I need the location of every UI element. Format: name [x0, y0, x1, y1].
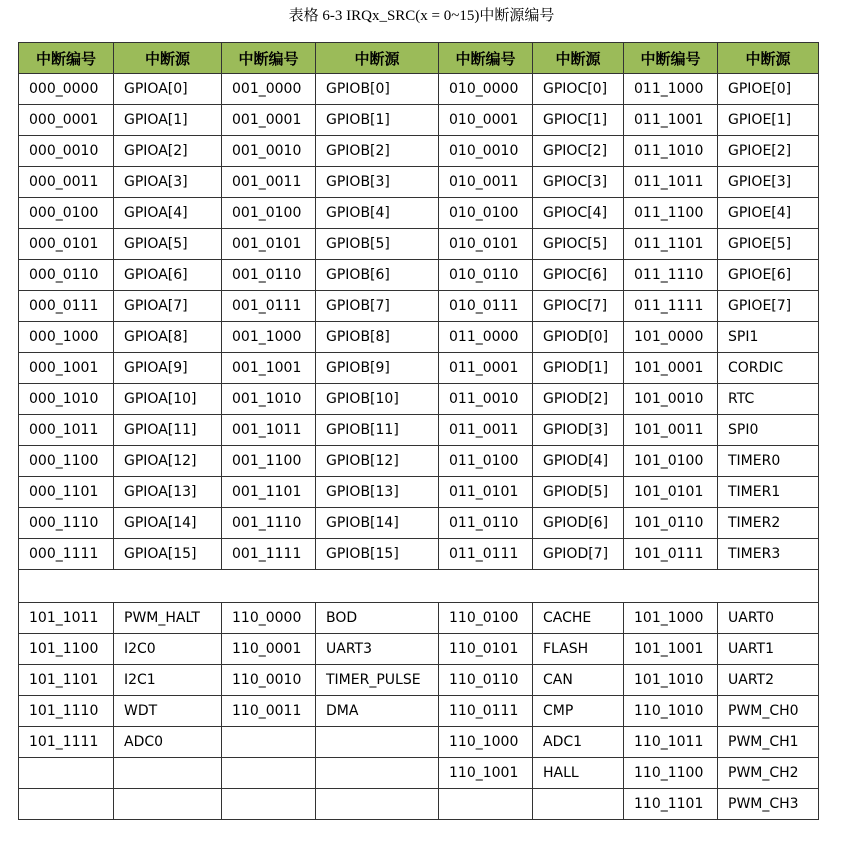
- irq-source-cell: UART3: [316, 634, 439, 665]
- irq-number-cell: 001_1000: [222, 322, 316, 353]
- irq-number-cell: 000_1011: [19, 415, 114, 446]
- irq-number-cell: 101_1001: [624, 634, 718, 665]
- irq-number-cell: 000_1111: [19, 539, 114, 570]
- irq-number-cell: 001_0111: [222, 291, 316, 322]
- irq-source-cell: PWM_CH0: [718, 696, 819, 727]
- irq-source-cell: GPIOB[12]: [316, 446, 439, 477]
- irq-source-cell: GPIOE[2]: [718, 136, 819, 167]
- irq-source-cell: [114, 789, 222, 820]
- irq-source-cell: GPIOB[2]: [316, 136, 439, 167]
- irq-source-cell: [316, 789, 439, 820]
- irq-number-cell: 110_1101: [624, 789, 718, 820]
- irq-source-cell: GPIOE[1]: [718, 105, 819, 136]
- irq-number-cell: 000_0110: [19, 260, 114, 291]
- irq-source-cell: GPIOC[2]: [533, 136, 624, 167]
- irq-number-cell: 010_0100: [439, 198, 533, 229]
- irq-number-cell: 001_1010: [222, 384, 316, 415]
- irq-source-cell: ADC1: [533, 727, 624, 758]
- irq-source-cell: GPIOE[6]: [718, 260, 819, 291]
- irq-number-cell: 011_0111: [439, 539, 533, 570]
- irq-source-cell: GPIOE[0]: [718, 74, 819, 105]
- irq-number-cell: 010_0111: [439, 291, 533, 322]
- table-row: [19, 167, 819, 198]
- irq-number-cell: 000_0011: [19, 167, 114, 198]
- table-body-bottom: [19, 603, 819, 820]
- irq-source-cell: GPIOA[0]: [114, 74, 222, 105]
- irq-number-cell: 101_0001: [624, 353, 718, 384]
- irq-source-cell: [316, 758, 439, 789]
- irq-source-cell: GPIOA[7]: [114, 291, 222, 322]
- header-irq-source: 中断源: [114, 43, 222, 74]
- table-row: [19, 634, 819, 665]
- table-row: [19, 260, 819, 291]
- irq-number-cell: 000_0010: [19, 136, 114, 167]
- irq-source-cell: GPIOA[4]: [114, 198, 222, 229]
- table-row: [19, 136, 819, 167]
- table-separator: [19, 570, 819, 603]
- irq-source-cell: GPIOD[2]: [533, 384, 624, 415]
- irq-source-cell: GPIOB[9]: [316, 353, 439, 384]
- irq-source-cell: GPIOB[10]: [316, 384, 439, 415]
- table-body-top: [19, 74, 819, 570]
- irq-source-cell: GPIOB[14]: [316, 508, 439, 539]
- irq-number-cell: 001_1110: [222, 508, 316, 539]
- irq-number-cell: 011_0101: [439, 477, 533, 508]
- blank-separator-row: [19, 570, 819, 603]
- irq-source-cell: GPIOA[10]: [114, 384, 222, 415]
- irq-number-cell: 110_0101: [439, 634, 533, 665]
- irq-number-cell: 000_0001: [19, 105, 114, 136]
- irq-source-cell: GPIOA[5]: [114, 229, 222, 260]
- irq-number-cell: 011_1011: [624, 167, 718, 198]
- irq-number-cell: 011_0001: [439, 353, 533, 384]
- table-row: [19, 477, 819, 508]
- irq-number-cell: 110_1011: [624, 727, 718, 758]
- header-row: [19, 43, 819, 74]
- irq-source-cell: SPI0: [718, 415, 819, 446]
- table-row: [19, 384, 819, 415]
- irq-number-cell: 101_0000: [624, 322, 718, 353]
- irq-source-cell: GPIOC[1]: [533, 105, 624, 136]
- irq-source-cell: GPIOD[1]: [533, 353, 624, 384]
- table-header: [19, 43, 819, 74]
- irq-source-cell: GPIOE[7]: [718, 291, 819, 322]
- irq-number-cell: 101_0110: [624, 508, 718, 539]
- table-row: [19, 789, 819, 820]
- irq-number-cell: 011_0110: [439, 508, 533, 539]
- irq-number-cell: 011_0100: [439, 446, 533, 477]
- table-row: [19, 665, 819, 696]
- irq-number-cell: 010_0110: [439, 260, 533, 291]
- irq-number-cell: 001_1001: [222, 353, 316, 384]
- irq-source-cell: GPIOE[5]: [718, 229, 819, 260]
- irq-source-cell: TIMER2: [718, 508, 819, 539]
- irq-number-cell: 011_0000: [439, 322, 533, 353]
- table-row: [19, 539, 819, 570]
- table-caption: 表格 6-3 IRQx_SRC(x = 0~15)中断源编号: [288, 8, 555, 24]
- irq-number-cell: 011_1000: [624, 74, 718, 105]
- irq-number-cell: [19, 758, 114, 789]
- irq-source-cell: GPIOE[4]: [718, 198, 819, 229]
- irq-source-cell: PWM_CH2: [718, 758, 819, 789]
- irq-number-cell: 001_0100: [222, 198, 316, 229]
- irq-number-cell: 000_0101: [19, 229, 114, 260]
- irq-source-cell: GPIOA[14]: [114, 508, 222, 539]
- irq-number-cell: 110_0100: [439, 603, 533, 634]
- irq-source-cell: GPIOA[1]: [114, 105, 222, 136]
- header-irq-source: 中断源: [718, 43, 819, 74]
- irq-number-cell: 000_1101: [19, 477, 114, 508]
- irq-number-cell: 110_1001: [439, 758, 533, 789]
- irq-number-cell: 010_0010: [439, 136, 533, 167]
- irq-number-cell: [222, 727, 316, 758]
- irq-number-cell: 001_0000: [222, 74, 316, 105]
- irq-source-cell: GPIOB[0]: [316, 74, 439, 105]
- table-row: [19, 291, 819, 322]
- irq-number-cell: 011_1001: [624, 105, 718, 136]
- table-row: [19, 603, 819, 634]
- irq-source-cell: DMA: [316, 696, 439, 727]
- table-row: [19, 229, 819, 260]
- table-row: [19, 758, 819, 789]
- irq-number-cell: 101_1011: [19, 603, 114, 634]
- table-row: [19, 446, 819, 477]
- irq-source-cell: ADC0: [114, 727, 222, 758]
- irq-number-cell: 101_1010: [624, 665, 718, 696]
- irq-number-cell: 101_1100: [19, 634, 114, 665]
- table-row: [19, 105, 819, 136]
- irq-number-cell: 101_0011: [624, 415, 718, 446]
- irq-number-cell: 101_1111: [19, 727, 114, 758]
- irq-source-cell: GPIOC[5]: [533, 229, 624, 260]
- irq-number-cell: [19, 789, 114, 820]
- irq-source-cell: TIMER3: [718, 539, 819, 570]
- irq-source-cell: GPIOC[6]: [533, 260, 624, 291]
- irq-number-cell: [439, 789, 533, 820]
- irq-source-cell: PWM_CH1: [718, 727, 819, 758]
- irq-number-cell: 000_1001: [19, 353, 114, 384]
- irq-source-cell: HALL: [533, 758, 624, 789]
- irq-number-cell: 110_0110: [439, 665, 533, 696]
- irq-source-cell: GPIOB[6]: [316, 260, 439, 291]
- irq-number-cell: 001_0101: [222, 229, 316, 260]
- irq-number-cell: 110_1000: [439, 727, 533, 758]
- irq-source-cell: TIMER_PULSE: [316, 665, 439, 696]
- irq-number-cell: 011_1100: [624, 198, 718, 229]
- irq-number-cell: 001_0001: [222, 105, 316, 136]
- irq-source-cell: GPIOD[5]: [533, 477, 624, 508]
- irq-number-cell: 001_1101: [222, 477, 316, 508]
- irq-source-cell: GPIOA[11]: [114, 415, 222, 446]
- irq-source-cell: GPIOB[11]: [316, 415, 439, 446]
- irq-source-cell: TIMER1: [718, 477, 819, 508]
- irq-number-cell: 001_1011: [222, 415, 316, 446]
- irq-number-cell: 101_0111: [624, 539, 718, 570]
- irq-source-cell: GPIOD[6]: [533, 508, 624, 539]
- irq-source-cell: CORDIC: [718, 353, 819, 384]
- irq-source-cell: TIMER0: [718, 446, 819, 477]
- header-irq-source: 中断源: [316, 43, 439, 74]
- irq-source-cell: GPIOB[1]: [316, 105, 439, 136]
- header-irq-number: 中断编号: [222, 43, 316, 74]
- irq-number-cell: 000_1010: [19, 384, 114, 415]
- table-row: [19, 198, 819, 229]
- irq-source-cell: GPIOA[8]: [114, 322, 222, 353]
- irq-number-cell: 010_0011: [439, 167, 533, 198]
- irq-number-cell: 000_0100: [19, 198, 114, 229]
- irq-source-cell: I2C1: [114, 665, 222, 696]
- irq-source-cell: GPIOB[15]: [316, 539, 439, 570]
- irq-number-cell: [222, 758, 316, 789]
- irq-source-cell: GPIOA[12]: [114, 446, 222, 477]
- irq-source-cell: GPIOB[13]: [316, 477, 439, 508]
- irq-number-cell: 011_0011: [439, 415, 533, 446]
- irq-source-cell: BOD: [316, 603, 439, 634]
- irq-number-cell: 001_0110: [222, 260, 316, 291]
- irq-source-cell: UART1: [718, 634, 819, 665]
- irq-number-cell: 110_0000: [222, 603, 316, 634]
- blank-cell: [19, 570, 819, 603]
- irq-number-cell: 110_1010: [624, 696, 718, 727]
- irq-number-cell: 000_0000: [19, 74, 114, 105]
- irq-number-cell: 101_0100: [624, 446, 718, 477]
- irq-source-cell: SPI1: [718, 322, 819, 353]
- irq-number-cell: 001_1100: [222, 446, 316, 477]
- irq-number-cell: 010_0000: [439, 74, 533, 105]
- irq-number-cell: 101_0101: [624, 477, 718, 508]
- irq-number-cell: 011_1110: [624, 260, 718, 291]
- irq-source-cell: CACHE: [533, 603, 624, 634]
- irq-source-cell: GPIOC[4]: [533, 198, 624, 229]
- irq-number-cell: 010_0101: [439, 229, 533, 260]
- table-row: [19, 415, 819, 446]
- irq-number-cell: 001_1111: [222, 539, 316, 570]
- header-irq-number: 中断编号: [19, 43, 114, 74]
- irq-source-cell: GPIOA[2]: [114, 136, 222, 167]
- irq-source-cell: GPIOA[6]: [114, 260, 222, 291]
- irq-number-cell: 101_1000: [624, 603, 718, 634]
- irq-source-cell: RTC: [718, 384, 819, 415]
- irq-source-cell: GPIOC[3]: [533, 167, 624, 198]
- irq-source-cell: CAN: [533, 665, 624, 696]
- irq-source-cell: [114, 758, 222, 789]
- header-irq-source: 中断源: [533, 43, 624, 74]
- irq-number-cell: 011_1111: [624, 291, 718, 322]
- irq-number-cell: 001_0011: [222, 167, 316, 198]
- irq-number-cell: 110_0111: [439, 696, 533, 727]
- irq-source-cell: WDT: [114, 696, 222, 727]
- table-row: [19, 74, 819, 105]
- irq-source-cell: GPIOD[7]: [533, 539, 624, 570]
- irq-number-cell: 110_0010: [222, 665, 316, 696]
- irq-number-cell: 000_1100: [19, 446, 114, 477]
- irq-source-cell: GPIOC[0]: [533, 74, 624, 105]
- irq-number-cell: 110_1100: [624, 758, 718, 789]
- irq-source-cell: GPIOB[4]: [316, 198, 439, 229]
- irq-source-cell: FLASH: [533, 634, 624, 665]
- irq-number-cell: 000_1000: [19, 322, 114, 353]
- table-row: [19, 353, 819, 384]
- irq-number-cell: 011_1101: [624, 229, 718, 260]
- irq-source-cell: CMP: [533, 696, 624, 727]
- irq-source-cell: [316, 727, 439, 758]
- irq-source-cell: GPIOB[3]: [316, 167, 439, 198]
- irq-source-cell: GPIOA[13]: [114, 477, 222, 508]
- irq-source-cell: GPIOB[5]: [316, 229, 439, 260]
- irq-source-cell: GPIOA[15]: [114, 539, 222, 570]
- irq-source-cell: GPIOA[3]: [114, 167, 222, 198]
- irq-number-cell: 000_1110: [19, 508, 114, 539]
- irq-number-cell: 011_1010: [624, 136, 718, 167]
- irq-source-cell: I2C0: [114, 634, 222, 665]
- table-row: [19, 322, 819, 353]
- irq-source-cell: GPIOB[8]: [316, 322, 439, 353]
- irq-number-cell: 001_0010: [222, 136, 316, 167]
- irq-number-cell: [222, 789, 316, 820]
- irq-number-cell: 000_0111: [19, 291, 114, 322]
- irq-number-cell: 110_0001: [222, 634, 316, 665]
- irq-source-cell: UART0: [718, 603, 819, 634]
- irq-source-cell: PWM_CH3: [718, 789, 819, 820]
- irq-source-cell: PWM_HALT: [114, 603, 222, 634]
- irq-source-cell: GPIOD[4]: [533, 446, 624, 477]
- irq-number-cell: 010_0001: [439, 105, 533, 136]
- irq-number-cell: 011_0010: [439, 384, 533, 415]
- header-irq-number: 中断编号: [624, 43, 718, 74]
- irq-number-cell: 110_0011: [222, 696, 316, 727]
- irq-source-cell: GPIOA[9]: [114, 353, 222, 384]
- irq-number-cell: 101_1110: [19, 696, 114, 727]
- irq-source-cell: GPIOE[3]: [718, 167, 819, 198]
- irq-number-cell: 101_1101: [19, 665, 114, 696]
- irq-source-cell: [533, 789, 624, 820]
- irq-source-cell: UART2: [718, 665, 819, 696]
- table-row: [19, 696, 819, 727]
- table-row: [19, 727, 819, 758]
- irq-number-cell: 101_0010: [624, 384, 718, 415]
- irq-source-table: [18, 42, 819, 820]
- irq-source-cell: GPIOD[3]: [533, 415, 624, 446]
- table-row: [19, 508, 819, 539]
- irq-source-cell: GPIOB[7]: [316, 291, 439, 322]
- irq-source-cell: GPIOC[7]: [533, 291, 624, 322]
- irq-source-cell: GPIOD[0]: [533, 322, 624, 353]
- header-irq-number: 中断编号: [439, 43, 533, 74]
